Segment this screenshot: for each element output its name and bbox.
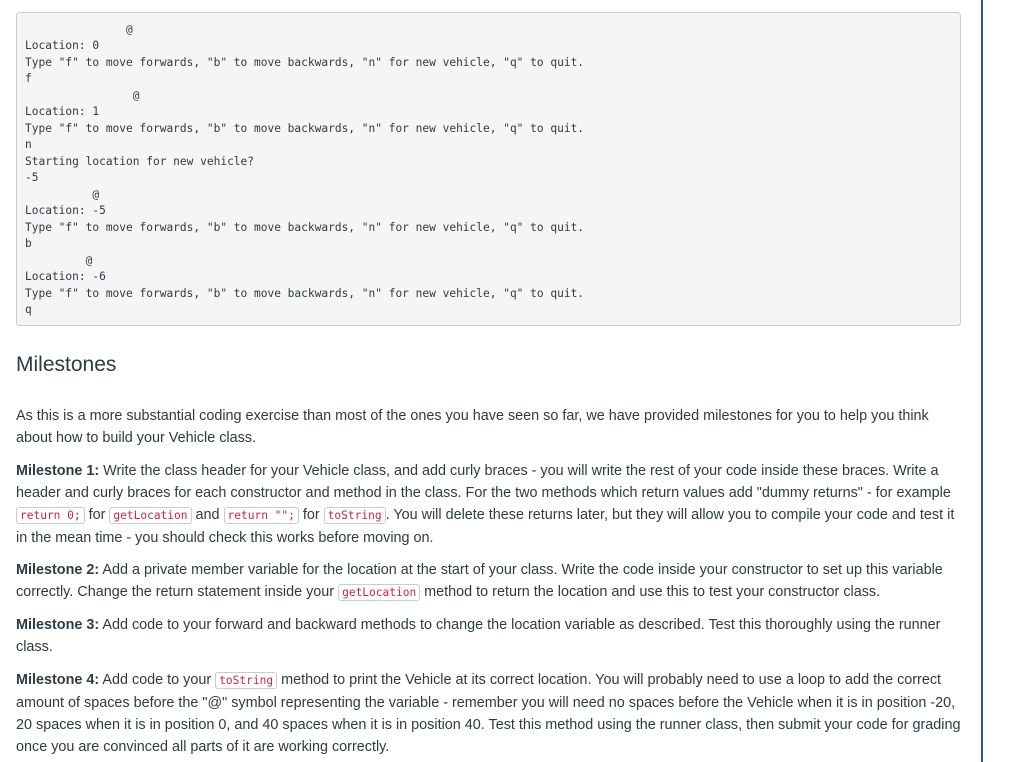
console-line: @ (25, 188, 100, 201)
milestones-intro: As this is a more substantial coding exercise than most of the ones you have seen so far, we have provided milestones for you to help you think about how to build your Vehicle class. (16, 408, 929, 446)
console-line: @ (25, 89, 140, 102)
console-line: Location: -6 (25, 270, 106, 283)
inline-code: toString (215, 672, 277, 689)
console-line: b (25, 237, 32, 250)
console-line: Type "f" to move forwards, "b" to move backwards, "n" for new vehicle, "q" to quit. (25, 287, 585, 300)
console-line: Type "f" to move forwards, "b" to move backwards, "n" for new vehicle, "q" to quit. (25, 56, 585, 69)
milestone-1 (16, 460, 961, 549)
milestone-label: Milestone 2: (16, 562, 100, 578)
inline-code: return 0; (16, 507, 85, 524)
milestone-text: for (298, 507, 324, 523)
milestone-text: Write the class header for your Vehicle class, and add curly braces - you will write the rest of your code inside these braces. Write a header and curly braces for each constructor and method in the class. For the two methods which return values add "dummy returns" - for example (16, 463, 951, 501)
milestone-4 (16, 669, 961, 758)
milestones-heading: Milestones (16, 353, 117, 376)
console-line: f (25, 72, 32, 85)
console-line: n (25, 138, 32, 151)
console-line: q (25, 303, 32, 316)
milestone-label: Milestone 3: (16, 617, 100, 633)
inline-code: getLocation (109, 507, 191, 524)
milestone-label: Milestone 4: (16, 672, 100, 688)
milestone-text: . You will delete these returns later, but they will allow you to compile your code and test it in the mean time - you should check this works before moving on. (16, 507, 955, 546)
console-line: @ (25, 23, 133, 36)
milestone-text: Add code to your (99, 672, 216, 688)
inline-code: toString (324, 507, 386, 524)
console-line: Location: -5 (25, 204, 106, 217)
content-right-border (981, 0, 983, 762)
console-line: Location: 0 (25, 39, 100, 52)
milestone-text: method to print the Vehicle at its correct location. You will probably need to use a loop to add the correct amount of spaces before the "@" symbol representing the variable - remember you will need no spaces before the Vehicle when it is in position -20, 20 spaces when it is in position 0, and 40 spaces when it is in position 40. Test this method using the runner class, then submit your code for grading once you are convinced all parts of it are working correctly. (16, 672, 961, 755)
milestone-2 (16, 559, 961, 604)
milestone-text: Add code to your forward and backward methods to change the location variable as described. Test this thoroughly using the runner class. (16, 617, 941, 655)
milestone-text: for (84, 507, 110, 523)
inline-code: getLocation (338, 584, 420, 601)
milestone-label: Milestone 1: (16, 463, 100, 479)
milestone-text: Add a private member variable for the location at the start of your class. Write the code inside your constructor to set up this variable correctly. Change the return statement inside your (16, 562, 943, 600)
console-line: Location: 1 (25, 105, 100, 118)
console-line: Type "f" to move forwards, "b" to move backwards, "n" for new vehicle, "q" to quit. (25, 221, 585, 234)
console-line: Type "f" to move forwards, "b" to move backwards, "n" for new vehicle, "q" to quit. (25, 122, 585, 135)
inline-code: return ""; (224, 507, 299, 524)
milestone-text: method to return the location and use this to test your constructor class. (420, 584, 881, 600)
console-line: Starting location for new vehicle? (25, 155, 255, 168)
milestone-text: and (191, 507, 224, 523)
console-output-block (16, 12, 961, 326)
console-line: -5 (25, 171, 39, 184)
milestone-3 (16, 614, 961, 658)
console-line: @ (25, 254, 93, 267)
